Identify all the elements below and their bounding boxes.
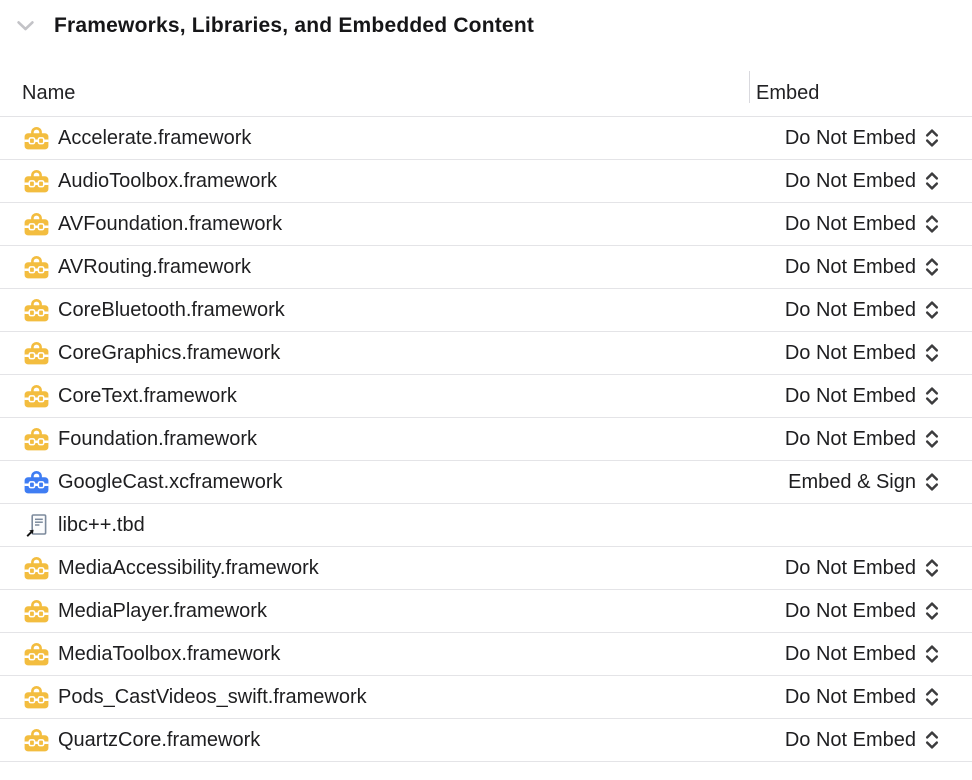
framework-toolbox-yellow-icon — [24, 170, 49, 193]
framework-row[interactable] — [0, 633, 972, 676]
embed-value: Do Not Embed — [784, 642, 916, 665]
framework-toolbox-yellow-icon — [24, 385, 49, 408]
chevron-up-down-icon — [925, 171, 939, 191]
framework-row[interactable] — [0, 160, 972, 203]
frameworks-table — [0, 117, 972, 762]
framework-row[interactable] — [0, 504, 972, 547]
section-title: Frameworks, Libraries, and Embedded Content — [54, 14, 535, 37]
section-header — [0, 0, 972, 39]
embed-value: Do Not Embed — [784, 212, 916, 235]
framework-toolbox-yellow-icon — [24, 127, 49, 150]
embed-value: Do Not Embed — [784, 384, 916, 407]
framework-toolbox-yellow-icon — [24, 256, 49, 279]
framework-row[interactable] — [0, 375, 972, 418]
framework-name: AudioToolbox.framework — [58, 169, 277, 192]
framework-row[interactable] — [0, 418, 972, 461]
chevron-up-down-icon — [925, 128, 939, 148]
framework-name: CoreBluetooth.framework — [58, 298, 285, 321]
framework-name: MediaToolbox.framework — [58, 642, 281, 665]
embed-value: Do Not Embed — [784, 685, 916, 708]
framework-row[interactable] — [0, 590, 972, 633]
chevron-up-down-icon — [925, 429, 939, 449]
embed-value: Do Not Embed — [784, 556, 916, 579]
embed-popup-button[interactable] — [785, 633, 939, 675]
xcframework-toolbox-blue-icon — [24, 471, 49, 494]
disclosure-chevron-down-icon[interactable] — [17, 21, 34, 31]
embed-value: Do Not Embed — [784, 126, 916, 149]
embed-popup-button[interactable] — [788, 461, 939, 503]
embed-popup-button[interactable] — [785, 246, 939, 288]
framework-row[interactable] — [0, 676, 972, 719]
embed-value: Do Not Embed — [784, 169, 916, 192]
chevron-up-down-icon — [925, 644, 939, 664]
embed-value: Do Not Embed — [784, 427, 916, 450]
framework-name: AVFoundation.framework — [58, 212, 283, 235]
embed-popup-button[interactable] — [785, 590, 939, 632]
column-resize-divider[interactable] — [749, 71, 750, 103]
framework-toolbox-yellow-icon — [24, 600, 49, 623]
chevron-up-down-icon — [925, 472, 939, 492]
framework-toolbox-yellow-icon — [24, 299, 49, 322]
column-header-name: Name — [22, 82, 76, 104]
embed-value: Embed & Sign — [788, 470, 916, 493]
framework-toolbox-yellow-icon — [24, 686, 49, 709]
framework-toolbox-yellow-icon — [24, 557, 49, 580]
embed-popup-button[interactable] — [785, 547, 939, 589]
embed-popup-button[interactable] — [785, 676, 939, 718]
framework-toolbox-yellow-icon — [24, 213, 49, 236]
embed-popup-button[interactable] — [785, 332, 939, 374]
framework-row[interactable] — [0, 117, 972, 160]
framework-row[interactable] — [0, 332, 972, 375]
framework-name: libc++.tbd — [58, 513, 145, 536]
chevron-up-down-icon — [925, 214, 939, 234]
embed-value: Do Not Embed — [784, 298, 916, 321]
framework-name: MediaPlayer.framework — [58, 599, 267, 622]
chevron-up-down-icon — [925, 343, 939, 363]
framework-name: AVRouting.framework — [58, 255, 252, 278]
framework-row[interactable] — [0, 461, 972, 504]
embed-popup-button[interactable] — [785, 160, 939, 202]
framework-toolbox-yellow-icon — [24, 428, 49, 451]
embed-popup-button[interactable] — [785, 289, 939, 331]
framework-name: QuartzCore.framework — [58, 728, 261, 751]
framework-toolbox-yellow-icon — [24, 729, 49, 752]
tbd-document-icon — [24, 514, 49, 537]
framework-row[interactable] — [0, 289, 972, 332]
framework-row[interactable] — [0, 246, 972, 289]
embed-popup-button[interactable] — [785, 418, 939, 460]
chevron-up-down-icon — [925, 558, 939, 578]
embed-value: Do Not Embed — [784, 255, 916, 278]
embed-popup-button[interactable] — [785, 719, 939, 761]
chevron-up-down-icon — [925, 730, 939, 750]
framework-name: CoreGraphics.framework — [58, 341, 281, 364]
framework-toolbox-yellow-icon — [24, 342, 49, 365]
framework-toolbox-yellow-icon — [24, 643, 49, 666]
framework-name: Foundation.framework — [58, 427, 257, 450]
framework-name: GoogleCast.xcframework — [58, 470, 283, 493]
column-header-embed: Embed — [756, 82, 820, 104]
embed-value: Do Not Embed — [784, 728, 916, 751]
embed-popup-button[interactable] — [785, 203, 939, 245]
chevron-up-down-icon — [925, 601, 939, 621]
table-column-header — [0, 39, 972, 117]
embed-value: Do Not Embed — [784, 599, 916, 622]
framework-name: MediaAccessibility.framework — [58, 556, 319, 579]
framework-row[interactable] — [0, 719, 972, 762]
chevron-up-down-icon — [925, 257, 939, 277]
chevron-up-down-icon — [925, 300, 939, 320]
chevron-up-down-icon — [925, 687, 939, 707]
framework-name: Accelerate.framework — [58, 126, 252, 149]
chevron-up-down-icon — [925, 386, 939, 406]
embed-value: Do Not Embed — [784, 341, 916, 364]
framework-row[interactable] — [0, 547, 972, 590]
framework-row[interactable] — [0, 203, 972, 246]
embed-popup-button[interactable] — [785, 375, 939, 417]
framework-name: CoreText.framework — [58, 384, 237, 407]
embed-popup-button[interactable] — [785, 117, 939, 159]
framework-name: Pods_CastVideos_swift.framework — [58, 685, 367, 708]
